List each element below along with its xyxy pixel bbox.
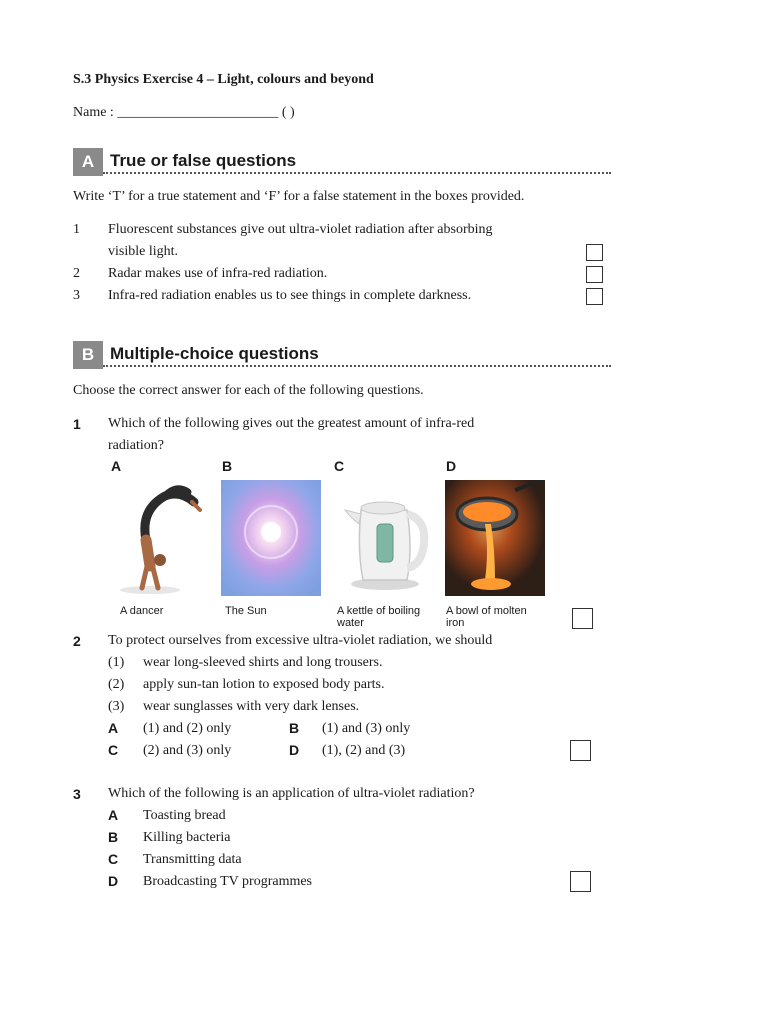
- tf-item-3-number: 3: [73, 288, 80, 303]
- mc-answer-box-1[interactable]: [572, 608, 593, 629]
- section-b-divider: [103, 365, 611, 367]
- mc-question-2-number: 2: [73, 633, 81, 649]
- q2-option-b-letter: B: [289, 720, 300, 736]
- tf-item-1-text: Fluorescent substances give out ultra-violet radiation after absorbing: [108, 222, 493, 237]
- q3-option-b-text[interactable]: Killing bacteria: [143, 830, 231, 845]
- kettle-image: [333, 480, 433, 596]
- q3-option-a-letter: A: [108, 807, 119, 823]
- tf-item-3-text: Infra-red radiation enables us to see things in complete darkness.: [108, 288, 472, 303]
- q2-option-d-letter: D: [289, 742, 300, 758]
- section-b-title: Multiple-choice questions: [110, 344, 319, 363]
- name-field-line[interactable]: Name : _______________________ ( ): [73, 105, 295, 120]
- q1-option-b-caption: The Sun: [225, 605, 267, 617]
- section-a-badge: A: [73, 148, 103, 176]
- q1-option-a-letter: A: [111, 458, 122, 474]
- q2-statement-2-number: (2): [108, 677, 125, 692]
- tf-item-1-text-cont: visible light.: [108, 244, 178, 259]
- q1-option-c-caption: A kettle of boiling water: [337, 605, 421, 629]
- q3-option-d-text[interactable]: Broadcasting TV programmes: [143, 874, 313, 889]
- q2-option-a-letter: A: [108, 720, 119, 736]
- tf-item-2-text: Radar makes use of infra-red radiation.: [108, 266, 328, 281]
- tf-answer-box-3[interactable]: [586, 288, 603, 305]
- tf-item-1-number: 1: [73, 222, 80, 237]
- q2-option-c-text[interactable]: (2) and (3) only: [143, 743, 232, 758]
- section-a-instruction: Write ‘T’ for a true statement and ‘F’ for a false statement in the boxes provided.: [73, 189, 525, 204]
- mc-question-3-stem: Which of the following is an application of ultra-violet radiation?: [108, 786, 475, 801]
- q3-option-d-letter: D: [108, 873, 119, 889]
- sun-image: [221, 480, 321, 596]
- dancer-image: [110, 480, 210, 596]
- q3-option-b-letter: B: [108, 829, 119, 845]
- tf-answer-box-2[interactable]: [586, 266, 603, 283]
- q2-statement-3-number: (3): [108, 699, 125, 714]
- section-b-badge: B: [73, 341, 103, 369]
- q1-option-a-caption: A dancer: [120, 605, 164, 617]
- q3-option-c-letter: C: [108, 851, 119, 867]
- mc-answer-box-3[interactable]: [570, 871, 591, 892]
- section-a-title: True or false questions: [110, 151, 297, 170]
- mc-question-1-stem: Which of the following gives out the greatest amount of infra-red: [108, 416, 475, 431]
- q1-option-d-letter: D: [446, 458, 457, 474]
- q2-option-c-letter: C: [108, 742, 119, 758]
- q2-statement-3-text: wear sunglasses with very dark lenses.: [143, 699, 360, 714]
- page-title: S.3 Physics Exercise 4 – Light, colours and beyond: [73, 72, 374, 87]
- mc-question-3-number: 3: [73, 786, 81, 802]
- mc-question-2-stem: To protect ourselves from excessive ultra-violet radiation, we should: [108, 633, 493, 648]
- q2-statement-2-text: apply sun-tan lotion to exposed body parts.: [143, 677, 385, 692]
- tf-answer-box-1[interactable]: [586, 244, 603, 261]
- section-b-instruction: Choose the correct answer for each of the following questions.: [73, 383, 424, 398]
- q2-statement-1-text: wear long-sleeved shirts and long trousers.: [143, 655, 383, 670]
- mc-question-1-number: 1: [73, 416, 81, 432]
- q2-option-b-text[interactable]: (1) and (3) only: [322, 721, 411, 736]
- molten-iron-image: [445, 480, 545, 596]
- q2-statement-1-number: (1): [108, 655, 125, 670]
- section-a-divider: [103, 172, 611, 174]
- q2-option-d-text[interactable]: (1), (2) and (3): [322, 743, 406, 758]
- mc-question-1-stem-cont: radiation?: [108, 438, 164, 453]
- q3-option-c-text[interactable]: Transmitting data: [143, 852, 242, 867]
- tf-item-2-number: 2: [73, 266, 80, 281]
- q1-option-d-caption: A bowl of molten iron: [446, 605, 527, 629]
- mc-answer-box-2[interactable]: [570, 740, 591, 761]
- q2-option-a-text[interactable]: (1) and (2) only: [143, 721, 232, 736]
- q3-option-a-text[interactable]: Toasting bread: [143, 808, 226, 823]
- q1-option-c-letter: C: [334, 458, 345, 474]
- q1-option-b-letter: B: [222, 458, 233, 474]
